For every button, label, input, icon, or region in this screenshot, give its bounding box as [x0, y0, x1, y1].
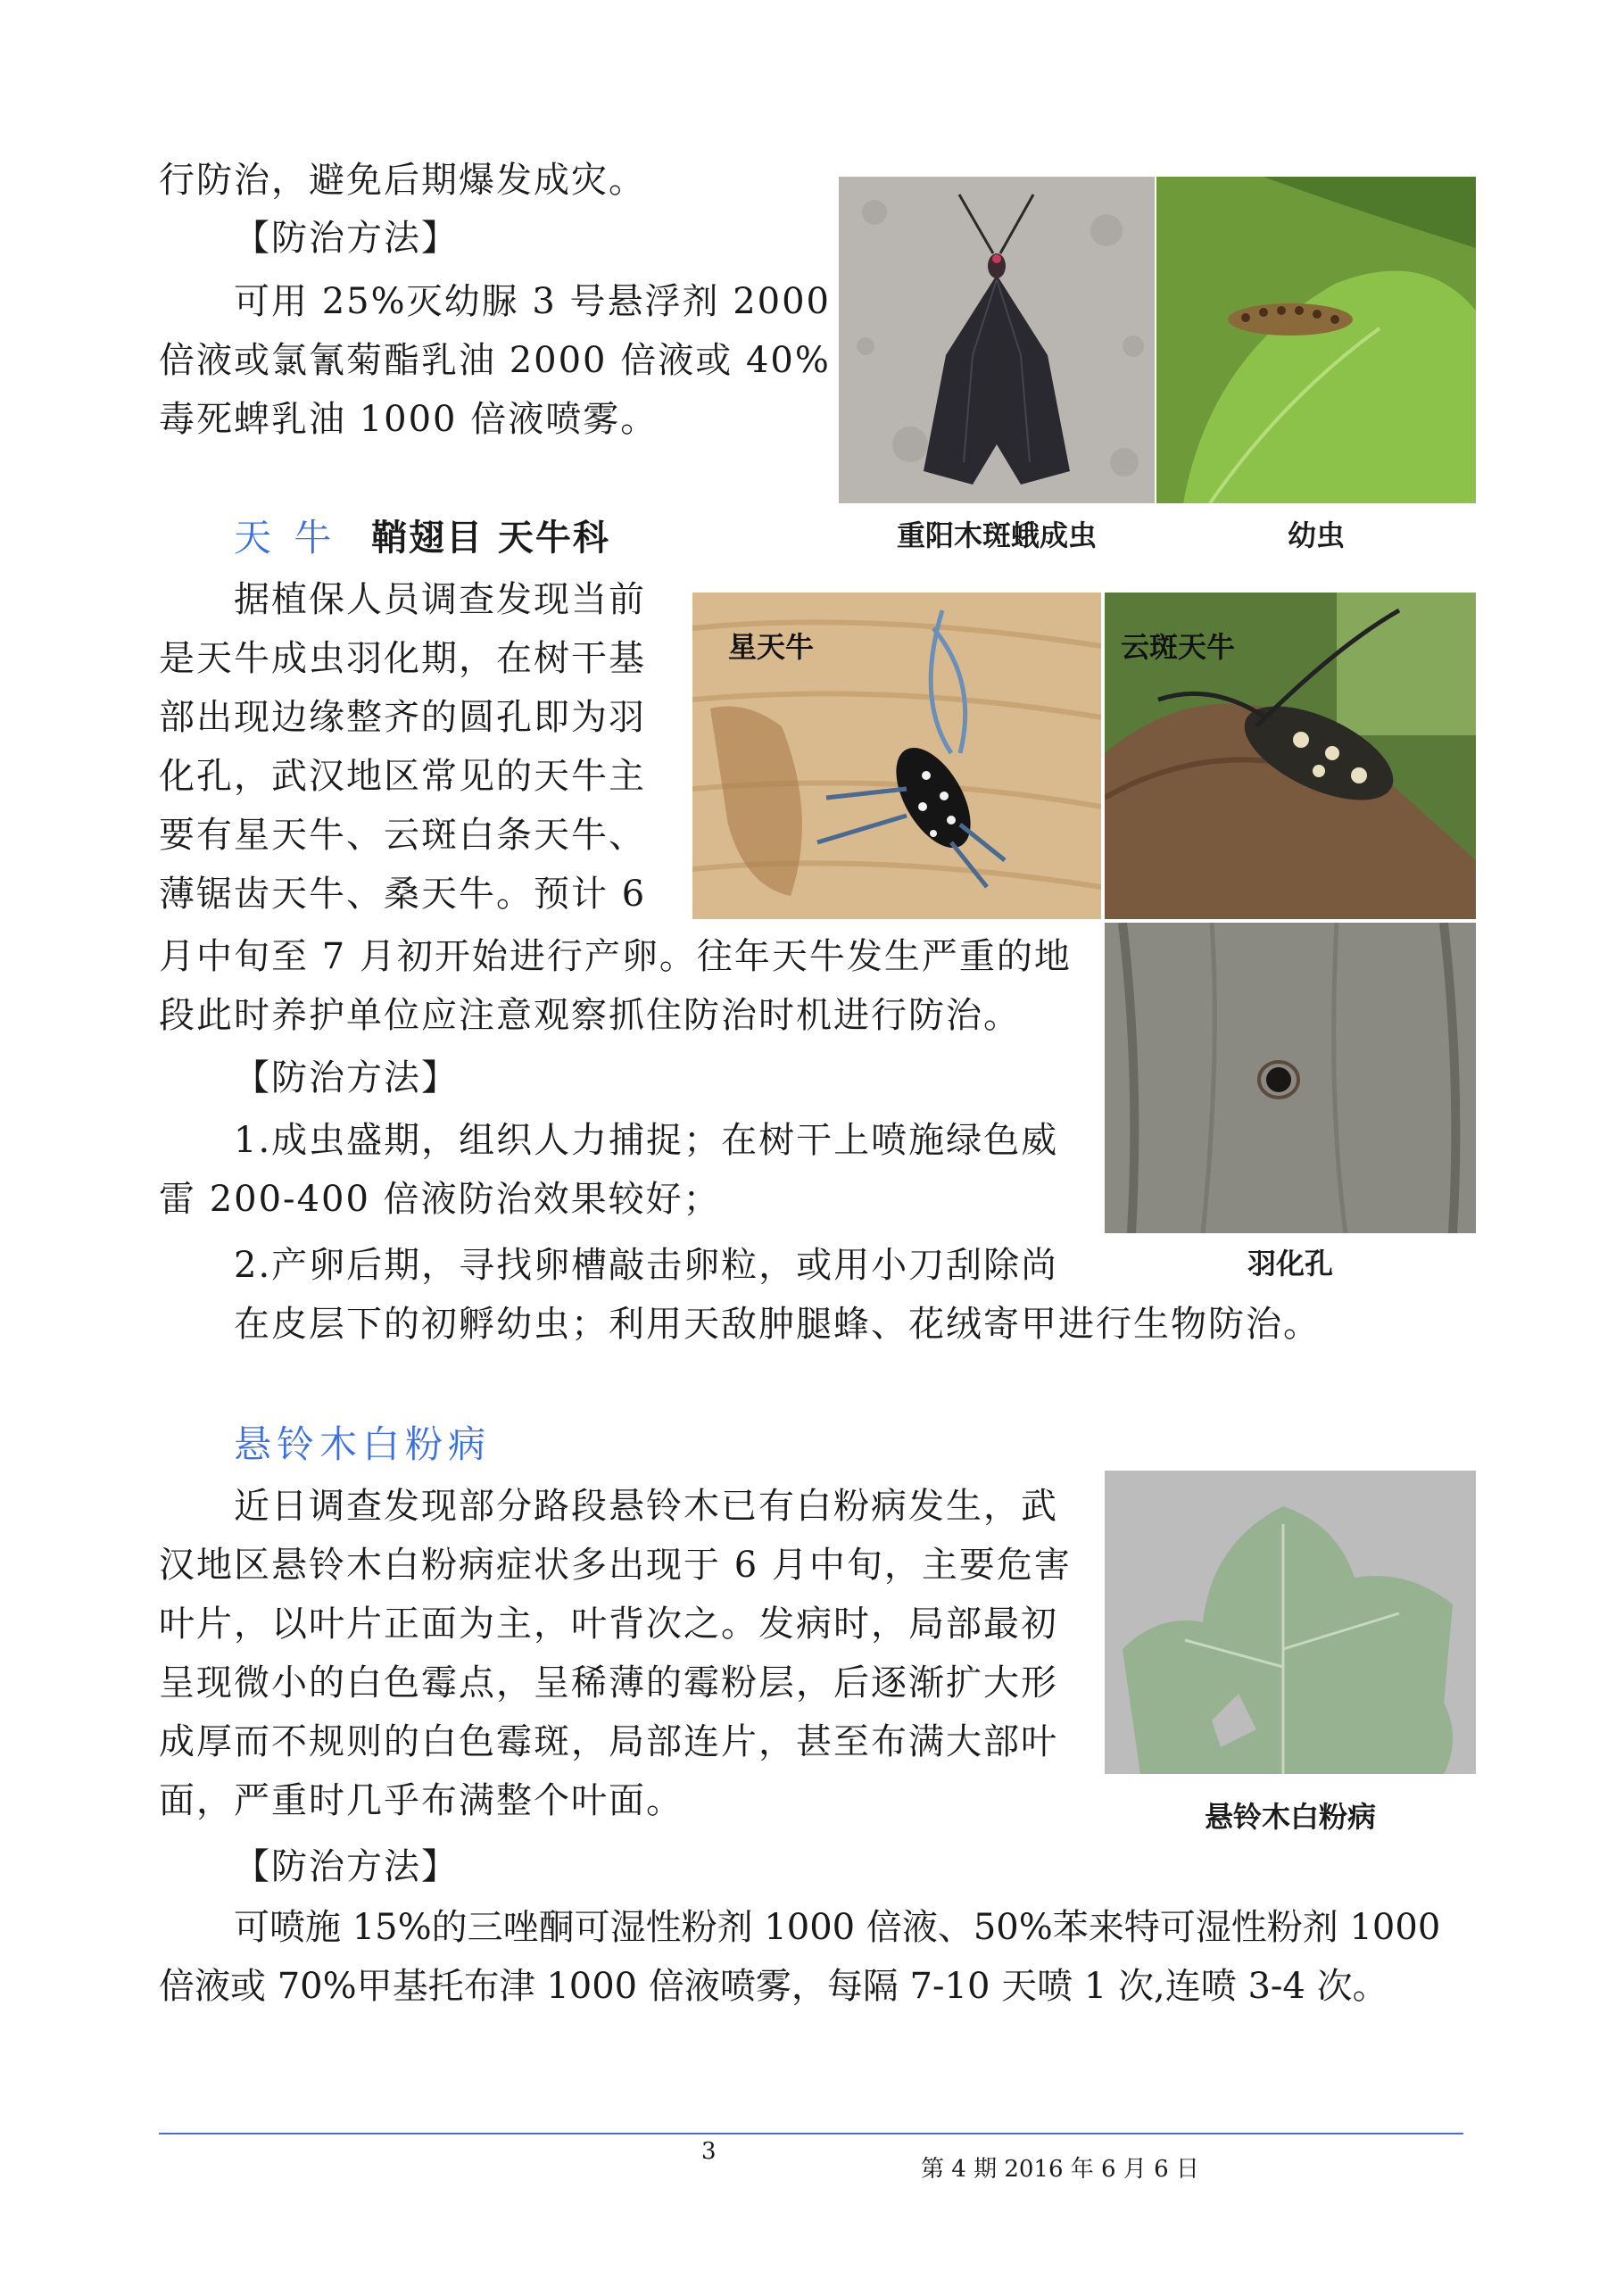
body-line: 化孔，武汉地区常见的天牛主	[159, 756, 646, 797]
body-line: 毒死蜱乳油 1000 倍液喷雾。	[159, 399, 659, 440]
page-number: 3	[701, 2138, 717, 2165]
caption-larva: 幼虫	[1287, 518, 1345, 552]
method-heading: 【防治方法】	[234, 218, 459, 259]
body-line: 薄锯齿天牛、桑天牛。预计 6	[159, 874, 647, 915]
issue-date: 第 4 期 2016 年 6 月 6 日	[921, 2156, 1199, 2183]
body-line: 可喷施 15%的三唑酮可湿性粉剂 1000 倍液、50%苯来特可湿性粉剂 1000	[234, 1907, 1441, 1948]
body-line: 倍液或氯氰菊酯乳油 2000 倍液或 40%	[159, 340, 831, 381]
body-line: 汉地区悬铃木白粉病症状多出现于 6 月中旬，主要危害	[159, 1545, 1072, 1586]
moth-adult-photo	[839, 177, 1155, 503]
body-line: 成厚而不规则的白色霉斑，局部连片，甚至布满大部叶	[159, 1721, 1058, 1762]
body-line: 面，严重时几乎布满整个叶面。	[159, 1780, 684, 1821]
body-line: 呈现微小的白色霉点，呈稀薄的霉粉层，后逐渐扩大形	[159, 1662, 1058, 1703]
body-line: 要有星天牛、云斑白条天牛、	[159, 815, 646, 856]
caption-plane-mildew: 悬铃木白粉病	[1204, 1800, 1376, 1834]
emergence-hole-photo	[1105, 923, 1476, 1233]
body-line: 可用 25%灭幼脲 3 号悬浮剂 2000	[234, 281, 832, 322]
body-line: 部出现边缘整齐的圆孔即为羽	[159, 697, 646, 738]
plane-mildew-photo	[1105, 1471, 1476, 1774]
body-line: 倍液或 70%甲基托布津 1000 倍液喷雾，每隔 7-10 天喷 1 次,连喷 3-4 次。	[159, 1966, 1388, 2007]
body-line: 行防治，避免后期爆发成灾。	[159, 160, 646, 201]
body-line: 雷 200-400 倍液防治效果较好；	[159, 1179, 721, 1220]
section-title-tianniu: 天 牛	[234, 516, 337, 559]
body-line: 据植保人员调查发现当前	[234, 579, 646, 620]
body-line: 2.产卵后期，寻找卵槽敲击卵粒，或用小刀刮除尚	[234, 1245, 1059, 1286]
body-line: 叶片，以叶片正面为主，叶背次之。发病时，局部最初	[159, 1604, 1058, 1645]
larva-photo	[1156, 177, 1476, 503]
method-heading: 【防治方法】	[234, 1057, 459, 1098]
footer-rule	[159, 2133, 1463, 2134]
caption-emergence-hole: 羽化孔	[1247, 1247, 1333, 1281]
body-line: 是天牛成虫羽化期，在树干基	[159, 638, 646, 679]
label-cloud-beetle: 云斑天牛	[1121, 630, 1236, 664]
caption-moth-adult: 重阳木斑蛾成虫	[896, 518, 1097, 552]
section-title-powdery: 悬铃木白粉病	[234, 1422, 492, 1466]
body-line: 在皮层下的初孵幼虫；利用天敌肿腿蜂、花绒寄甲进行生物防治。	[234, 1304, 1321, 1345]
body-line: 近日调查发现部分路段悬铃木已有白粉病发生，武	[234, 1486, 1058, 1527]
label-star-beetle: 星天牛	[728, 630, 815, 664]
body-line: 段此时养护单位应注意观察抓住防治时机进行防治。	[159, 995, 1021, 1036]
body-line: 月中旬至 7 月初开始进行产卵。往年天牛发生严重的地	[159, 936, 1072, 977]
section-subtitle-tianniu: 鞘翅目 天牛科	[371, 518, 610, 559]
method-heading: 【防治方法】	[234, 1846, 459, 1887]
body-line: 1.成虫盛期，组织人力捕捉；在树干上喷施绿色威	[234, 1120, 1059, 1161]
